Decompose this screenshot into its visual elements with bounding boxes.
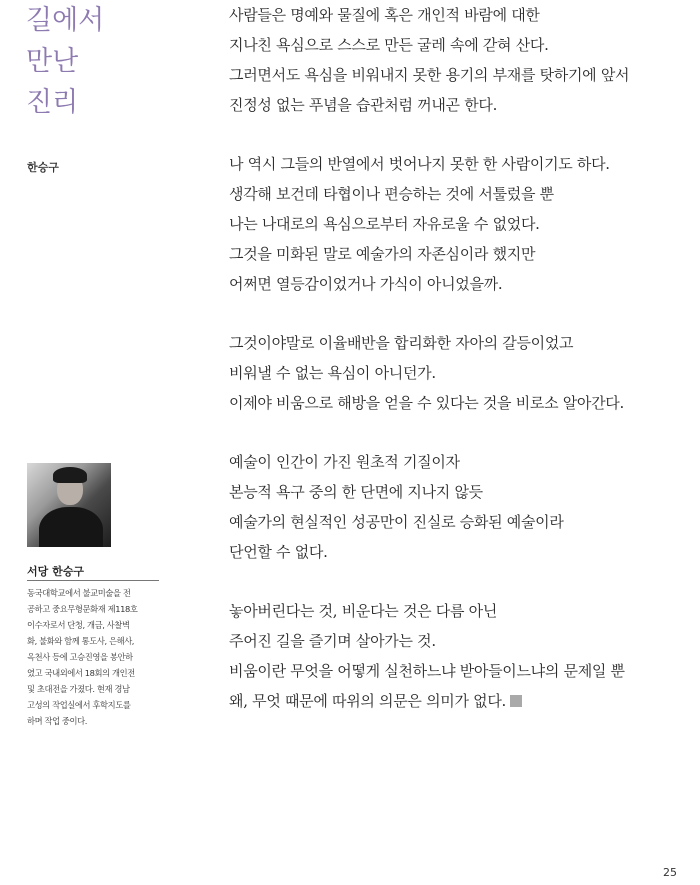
bio-divider bbox=[27, 580, 159, 581]
poem-line: 비워낼 수 없는 욕심이 아니던가. bbox=[229, 364, 436, 382]
bio-line: 옥천사 등에 고승진영을 봉안하 bbox=[27, 652, 133, 662]
bio-line: 화, 불화와 함께 통도사, 은해사, bbox=[27, 636, 135, 646]
poem-line: 주어진 길을 즐기며 살아가는 것. bbox=[229, 632, 436, 650]
poem-line: 생각해 보건데 타협이나 편승하는 것에 서툴렀을 뿐 bbox=[229, 185, 554, 203]
poem-line: 놓아버린다는 것, 비운다는 것은 다름 아닌 bbox=[229, 602, 498, 620]
bio-line: 동국대학교에서 불교미술을 전 bbox=[27, 588, 131, 598]
stanza-3 bbox=[229, 328, 679, 418]
bio-line: 공하고 중요무형문화재 제118호 bbox=[27, 604, 138, 614]
poem-line: 나 역시 그들의 반열에서 벗어나지 못한 한 사람이기도 하다. bbox=[229, 155, 610, 173]
bio-line: 및 초대전을 가졌다. 현재 경남 bbox=[27, 684, 130, 694]
stanza-5 bbox=[229, 596, 679, 716]
title-line-3: 진리 bbox=[26, 87, 79, 118]
bio-line: 였고 국내외에서 18회의 개인전 bbox=[27, 668, 135, 678]
photo-figure-body bbox=[39, 507, 103, 547]
bio-name: 서당 한승구 bbox=[27, 565, 84, 578]
poem-line: 예술이 인간이 가진 원초적 기질이자 bbox=[229, 453, 460, 471]
author-name: 한승구 bbox=[27, 161, 59, 174]
poem-line: 진정성 없는 푸념을 습관처럼 꺼내곤 한다. bbox=[229, 96, 498, 114]
end-mark-icon bbox=[510, 695, 522, 707]
poem-line: 지나친 욕심으로 스스로 만든 굴레 속에 갇혀 산다. bbox=[229, 36, 549, 54]
bio-line: 하며 작업 중이다. bbox=[27, 716, 88, 726]
poem-line: 나는 나대로의 욕심으로부터 자유로울 수 없었다. bbox=[229, 215, 540, 233]
poem-line-text: 왜, 무엇 때문에 따위의 의문은 의미가 없다. bbox=[229, 692, 506, 710]
poem-line: 비움이란 무엇을 어떻게 실천하느냐 받아들이느냐의 문제일 뿐 bbox=[229, 662, 625, 680]
page-number: 25 bbox=[663, 866, 677, 879]
poem-line: 이제야 비움으로 해방을 얻을 수 있다는 것을 비로소 알아간다. bbox=[229, 394, 624, 412]
poem-line: 예술가의 현실적인 성공만이 진실로 승화된 예술이라 bbox=[229, 513, 564, 531]
stanza-2 bbox=[229, 149, 679, 299]
poem-line: 사람들은 명예와 물질에 혹은 개인적 바람에 대한 bbox=[229, 6, 540, 24]
title-line-1: 길에서 bbox=[26, 5, 105, 36]
poem-body bbox=[229, 0, 679, 745]
poem-line: 그러면서도 욕심을 비워내지 못한 용기의 부재를 탓하기에 앞서 bbox=[229, 66, 630, 84]
article-title bbox=[26, 0, 104, 123]
poem-line: 본능적 욕구 중의 한 단면에 지나지 않듯 bbox=[229, 483, 483, 501]
stanza-4 bbox=[229, 447, 679, 567]
poem-line-last bbox=[229, 686, 679, 716]
poem-line: 단언할 수 없다. bbox=[229, 543, 328, 561]
bio-line: 이수자로서 단청, 개금, 사찰벽 bbox=[27, 620, 130, 630]
photo-figure-hair bbox=[53, 467, 87, 483]
stanza-1 bbox=[229, 0, 679, 120]
bio-text bbox=[27, 585, 162, 729]
poem-line: 어쩌면 열등감이었거나 가식이 아니었을까. bbox=[229, 275, 503, 293]
bio-line: 고성의 작업실에서 후학지도를 bbox=[27, 700, 131, 710]
poem-line: 그것이야말로 이율배반을 합리화한 자아의 갈등이었고 bbox=[229, 334, 574, 352]
author-photo bbox=[27, 463, 111, 547]
title-line-2: 만난 bbox=[26, 46, 79, 77]
poem-line: 그것을 미화된 말로 예술가의 자존심이라 했지만 bbox=[229, 245, 536, 263]
